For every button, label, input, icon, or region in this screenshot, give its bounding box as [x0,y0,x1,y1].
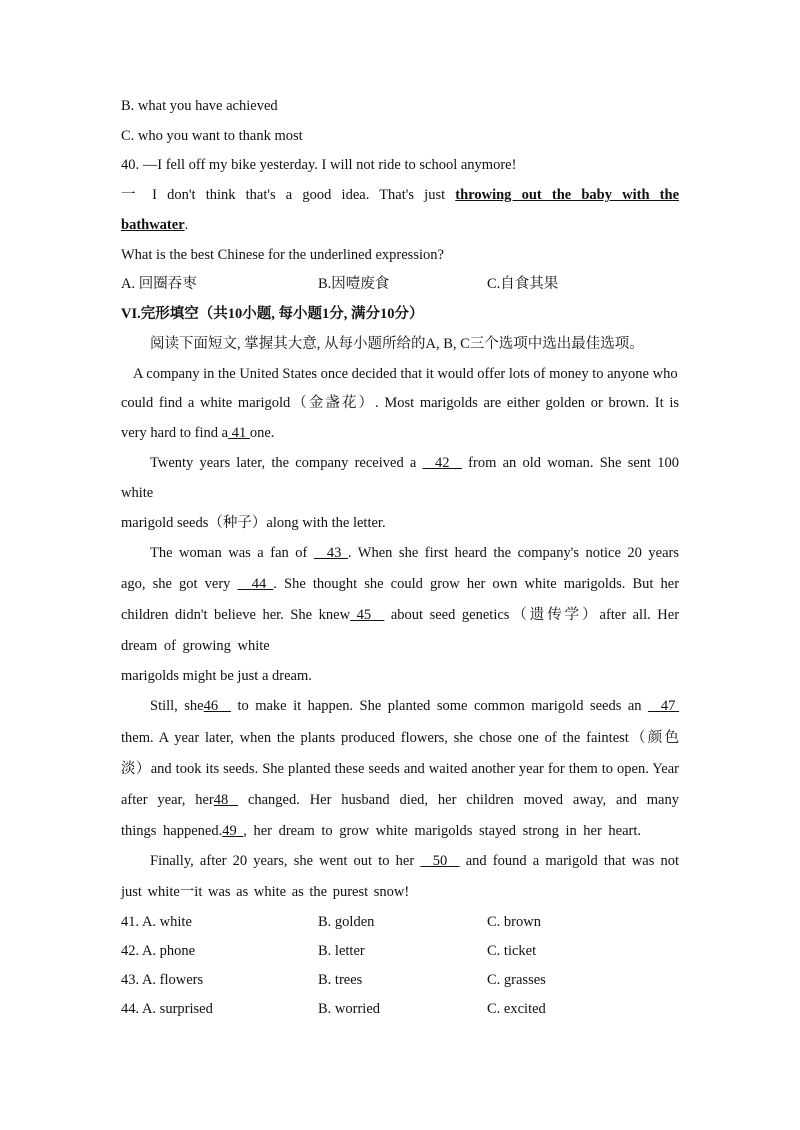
passage-p5-line2: just white一it was as white as the purest snow! [121,884,410,900]
q40-underlined-expression: throwing out the baby with the [455,187,680,203]
q44-option-a: 44. A. surprised [121,1001,213,1017]
passage-p1-line3 [121,423,274,443]
blank-number: 45 [356,607,372,623]
prev-option-b: B. what you have achieved [121,98,278,114]
text: Finally, after 20 years, she went out to her [150,853,415,869]
text: to make it happen. She planted some common marigold seeds an [237,698,642,714]
blank-50 [420,853,459,869]
q40-stem: 40. —I fell off my bike yesterday. I will not ride to school anymore! [121,157,517,173]
q40-options [121,274,558,294]
answer-row-42 [121,941,536,961]
text: from an old woman. She sent 100 [468,455,680,471]
text: . When she first heard the company's notice 20 years [347,545,680,561]
q43-option-b: B. trees [318,972,363,988]
passage-p3-line3 [121,605,679,625]
blank-number: 43 [326,545,342,561]
q41-option-a: 41. A. white [121,914,192,930]
q40-reply-cont [121,215,188,235]
q42-option-b: B. letter [318,943,365,959]
passage-p5-line1 [150,851,679,871]
text: The woman was a fan of [150,545,308,561]
blank-46 [204,698,231,714]
blank-number: 47 [660,698,676,714]
q44-option-b: B. worried [318,1001,381,1017]
blank-42 [423,455,462,471]
q40-reply-text: 一 I don't think that's a good idea. That's just [121,187,446,203]
passage-p1-line2: could find a white marigold（金盏花）. Most marigolds are either golden or brown. It is [121,395,679,411]
q40-option-b: B.因噎废食 [318,276,390,292]
prev-option-c: C. who you want to thank most [121,128,303,144]
passage-p4-line1 [150,696,679,716]
text: . She thought she could grow her own white marigolds. But her [273,576,680,592]
answer-row-44 [121,999,546,1019]
section-title: VI.完形填空（共10小题, 每小题1分, 满分10分） [121,306,424,322]
passage-p3-line5: marigolds might be just a dream. [121,668,312,684]
passage-p3-line4: dream of growing white [121,638,270,654]
blank-44 [238,576,274,592]
text: children didn't believe her. She knew [121,607,351,623]
passage-p4-line5 [121,821,641,841]
blank-45 [350,607,384,623]
blank-41 [228,425,250,441]
text: , her dream to grow white marigolds stayed strong in her heart. [243,823,641,839]
q40-option-c: C.自食其果 [487,276,559,292]
passage-p4-line4 [121,790,679,810]
q42-option-a: 42. A. phone [121,943,196,959]
answer-row-41 [121,912,541,932]
q40-underlined-expression-end: bathwater [121,217,185,233]
text: about seed genetics（遗传学）after all. Her [390,607,680,623]
text: ago, she got very [121,576,231,592]
text: Twenty years later, the company received a [150,455,417,471]
blank-number: 50 [432,853,448,869]
passage-p4-line2: them. A year later, when the plants produced flowers, she chose one of the faintest（颜色 [121,730,679,746]
q44-option-c: C. excited [487,1001,546,1017]
q41-option-b: B. golden [318,914,375,930]
blank-47 [648,698,679,714]
text: changed. Her husband died, her children moved away, and many [247,792,679,808]
text: Still, she [150,698,204,714]
q40-reply [121,185,679,205]
passage-p2-line1 [150,453,679,473]
text: one. [249,425,275,441]
blank-number: 42 [435,455,450,471]
q43-option-c: C. grasses [487,972,546,988]
q41-option-c: C. brown [487,914,541,930]
text: after year, her [121,792,214,808]
passage-p3-line2 [121,574,679,594]
text: and found a marigold that was not [465,853,680,869]
period: . [184,217,189,233]
blank-43 [314,545,348,561]
blank-number: 44 [251,576,267,592]
q40-question: What is the best Chinese for the underlined expression? [121,247,444,263]
section-instruction: 阅读下面短文, 掌握其大意, 从每小题所给的A, B, C三个选项中选出最佳选项。 [150,336,644,352]
passage-p3-line1 [150,543,679,563]
blank-48 [214,792,238,808]
answer-row-43 [121,970,546,990]
text: very hard to find a [121,425,229,441]
blank-49 [222,823,243,839]
passage-p2-line2: white [121,485,154,501]
blank-number: 46 [203,698,219,714]
q42-option-c: C. ticket [487,943,537,959]
blank-number: 49 [222,823,237,839]
q43-option-a: 43. A. flowers [121,972,204,988]
passage-p2-line3: marigold seeds（种子）along with the letter. [121,515,386,531]
passage-p4-line3: 淡）and took its seeds. She planted these seeds and waited another year for them to open. Year [121,761,679,777]
text: things happened. [121,823,223,839]
blank-number: 48 [213,792,229,808]
q40-option-a: A. 回圈吞枣 [121,276,197,292]
passage-p1-line1: A company in the United States once decided that it would offer lots of money to anyone who [133,366,678,382]
blank-number: 41 [231,425,247,441]
